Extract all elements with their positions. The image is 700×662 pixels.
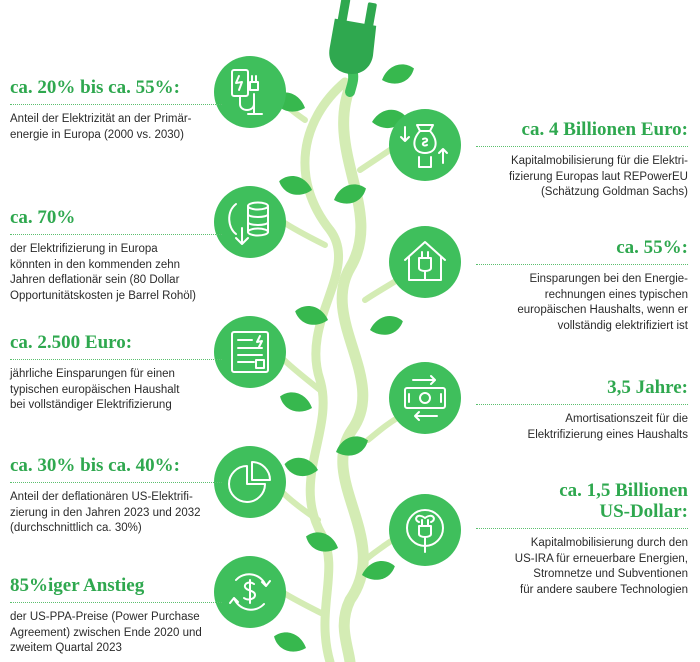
icon-circle-9 [214,556,286,628]
leaf [379,60,417,89]
fact-1 [10,77,222,143]
dotted-divider [476,528,688,529]
dotted-divider [476,404,688,405]
icon-circle-1 [214,56,286,128]
fact-description: Kapitalmobilisierung für die Elektri- fizierung Europas laut REPowerEU (Schätzung Goldman Sachs) [509,155,688,198]
dotted-divider [10,602,222,603]
icon-circle-bg [389,494,461,566]
dotted-divider [476,146,688,147]
fact-value: 85%iger Anstieg [10,575,145,596]
fact-description: der US-PPA-Preise (Power Purchase Agreement) zwischen Ende 2020 und zweitem Quartal 2023 [10,611,202,654]
dotted-divider [10,482,222,483]
icon-circle-bg [214,186,286,258]
dotted-divider [10,359,222,360]
fact-5 [10,332,222,414]
fact-3 [10,207,222,304]
icon-circle-4 [389,226,461,298]
icon-circle-bg [389,226,461,298]
icon-circle-5 [214,316,286,388]
fact-7 [10,455,222,537]
dotted-divider [10,104,222,105]
icon-circle-bg [389,362,461,434]
fact-8 [476,480,688,598]
fact-6 [476,377,688,443]
icon-circle-3 [214,186,286,258]
fact-value: ca. 55%: [616,237,688,258]
icon-circles [214,56,461,628]
fact-value: ca. 30% bis ca. 40%: [10,455,180,476]
fact-9 [10,575,222,657]
fact-value: 3,5 Jahre: [607,377,688,398]
fact-value: ca. 2.500 Euro: [10,332,133,353]
fact-description: Anteil der deflationären US-Elektrifi- zierung in den Jahren 2023 und 2032 (durchschnittlich ca. 30%) [10,491,201,534]
vine-stem-branch-9 [282,592,325,615]
fact-description: Anteil der Elektrizität an der Primär- energie in Europa (2000 vs. 2030) [10,113,192,141]
fact-value: ca. 20% bis ca. 55%: [10,77,180,98]
leaf [277,388,315,417]
icon-circle-bg [214,316,286,388]
fact-value: ca. 1,5 Billionen US-Dollar: [559,480,688,522]
fact-description: der Elektrifizierung in Europa könnten in den kommenden zehn Jahren deflationär sein (80 Dollar Opportunitätskosten je Barrel Rohöl) [10,243,197,302]
fact-2 [476,119,688,201]
fact-value: ca. 4 Billionen Euro: [521,119,688,140]
leaf [368,313,406,339]
icon-circle-8 [389,494,461,566]
fact-4 [476,237,688,334]
leaf [271,628,309,657]
fact-description: Amortisationszeit für die Elektrifizierung eines Haushalts [527,413,688,441]
fact-value: ca. 70% [10,207,76,228]
fact-description: Einsparungen bei den Energie- rechnungen eines typischen europäischen Haushalts, wenn er vollständig elektrifiziert ist [517,273,688,332]
icon-circle-bg [214,446,286,518]
top-plug-icon [326,0,378,92]
fact-description: Kapitalmobilisierung durch den US-IRA für erneuerbare Energien, Stromnetze und Subventionen für andere saubere Technologien [514,537,688,596]
icon-circle-2 [389,109,461,181]
vine-stem-secondary [305,82,345,662]
icon-circle-7 [214,446,286,518]
icon-circle-bg [214,56,286,128]
dotted-divider [10,234,222,235]
icon-circle-6 [389,362,461,434]
plug-prong-left [337,0,350,25]
dotted-divider [476,264,688,265]
plug-prong-right [364,2,377,29]
fact-description: jährliche Einsparungen für einen typischen europäischen Haushalt bei vollständiger Elektrifizierung [10,368,180,411]
vine-stem-branch-3 [280,220,325,245]
